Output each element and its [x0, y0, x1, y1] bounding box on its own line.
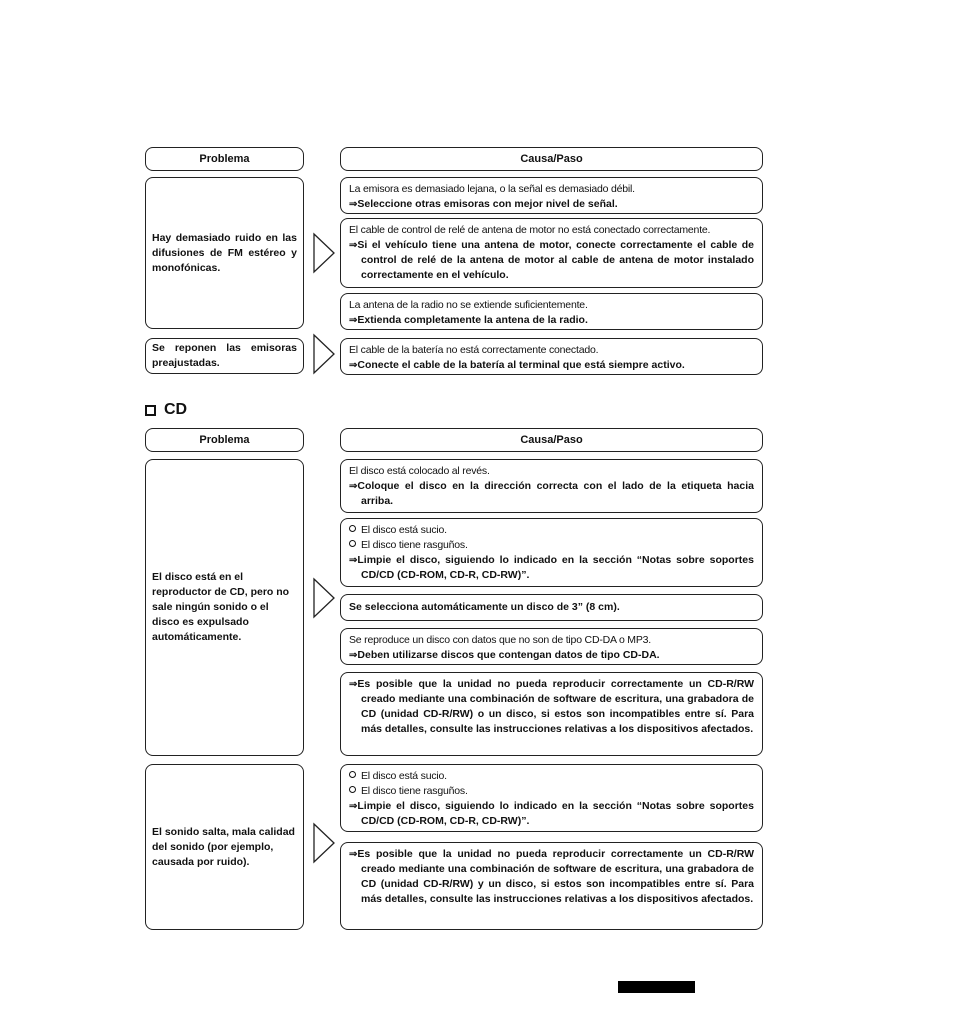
arrow-icon: ⇒ — [349, 481, 358, 492]
cause-text: El cable de control de relé de antena de motor no está conectado correctamente. — [349, 224, 711, 236]
problem-sound-skips — [145, 764, 304, 930]
cause-text: El disco está colocado al revés. — [349, 465, 490, 477]
problem-header-label: Problema — [199, 153, 250, 165]
cause-text: El disco tiene rasguños. — [361, 785, 468, 797]
step-text: Deben utilizarse discos que contengan datos de tipo CD-DA. — [357, 649, 660, 661]
arrow-icon: ⇒ — [349, 315, 358, 326]
problem-text: El disco está en el reproductor de CD, pero no sale ningún sonido o el disco es expulsado automáticamente. — [152, 571, 290, 643]
step-text: Seleccione otras emisoras con mejor nivel de señal. — [357, 198, 618, 210]
problem-presets-reset — [145, 338, 304, 374]
triangle-right-icon — [312, 577, 336, 619]
cause-text: El disco tiene rasguños. — [361, 539, 468, 551]
problem-header — [145, 147, 304, 171]
cause-box-motor-antenna — [340, 218, 763, 288]
step-text: Se selecciona automáticamente un disco de 3” (8 cm). — [349, 601, 620, 613]
section-title-cd — [145, 398, 187, 422]
cause-box-upside-down — [340, 459, 763, 513]
arrow-icon: ⇒ — [349, 849, 358, 860]
arrow-icon: ⇒ — [349, 679, 358, 690]
problem-text: Se reponen las emisoras preajustadas. — [152, 342, 297, 369]
cause-header — [340, 428, 763, 452]
step-text: Es posible que la unidad no pueda reproducir correctamente un CD-R/RW creado mediante una combinación de software de escritura, una grabadora de CD (unidad CD-R/RW) o un disco, si estos son incompatibles entre sí. Para más detalles, consulte las instrucciones relativas a los dispositivos afectados. — [357, 678, 754, 735]
cause-text: El disco está sucio. — [361, 524, 447, 536]
cause-box-3inch-disc — [340, 594, 763, 621]
arrow-icon: ⇒ — [349, 199, 358, 210]
cause-text: El cable de la batería no está correctamente conectado. — [349, 344, 599, 356]
triangle-right-icon — [312, 232, 336, 274]
arrow-icon: ⇒ — [349, 801, 358, 812]
step-text: Limpie el disco, siguiendo lo indicado en la sección “Notas sobre soportes CD/CD (CD-ROM, CD-R, CD-RW)”. — [357, 554, 754, 581]
arrow-icon: ⇒ — [349, 240, 358, 251]
bullet-icon — [349, 525, 356, 532]
cause-text: El disco está sucio. — [361, 770, 447, 782]
bullet-icon — [349, 540, 356, 547]
section-title-text: CD — [164, 401, 188, 418]
step-text: Extienda completamente la antena de la radio. — [357, 314, 588, 326]
arrow-icon: ⇒ — [349, 555, 358, 566]
cause-box-cdr-incompatible-2 — [340, 842, 763, 930]
cause-text: Se reproduce un disco con datos que no son de tipo CD-DA o MP3. — [349, 634, 652, 646]
cause-box-battery — [340, 338, 763, 375]
arrow-icon: ⇒ — [349, 360, 358, 371]
cause-text: La antena de la radio no se extiende suficientemente. — [349, 299, 588, 311]
cause-header-label: Causa/Paso — [520, 434, 583, 446]
step-text: Si el vehículo tiene una antena de motor, conecte correctamente el cable de control de relé de la antena de motor al cable de antena de motor instalado correctamente en el vehículo. — [357, 239, 754, 281]
bullet-icon — [349, 771, 356, 778]
problem-fm-noise — [145, 177, 304, 329]
step-text: Limpie el disco, siguiendo lo indicado en la sección “Notas sobre soportes CD/CD (CD-ROM, CD-R, CD-RW)”. — [357, 800, 754, 827]
page-marker-bar — [618, 981, 695, 993]
triangle-right-icon — [312, 822, 336, 864]
cause-box-dirty-disc — [340, 518, 763, 587]
problem-header — [145, 428, 304, 452]
step-text: Es posible que la unidad no pueda reproducir correctamente un CD-R/RW creado mediante una combinación de software de escritura, una grabadora de CD (unidad CD-R/RW) y un disco, si estos son incompatibles entre sí. Para más detalles, consulte las instrucciones relativas a los dispositivos afectados. — [357, 848, 754, 905]
arrow-icon: ⇒ — [349, 650, 358, 661]
problem-text: El sonido salta, mala calidad del sonido (por ejemplo, causada por ruido). — [152, 825, 295, 868]
cause-box-non-cdda — [340, 628, 763, 665]
triangle-right-icon — [312, 333, 336, 375]
cause-box-cdr-incompatible — [340, 672, 763, 756]
cause-box-antenna-extend — [340, 293, 763, 330]
step-text: Conecte el cable de la batería al terminal que está siempre activo. — [357, 359, 685, 371]
hollow-square-icon — [145, 405, 156, 416]
step-text: Coloque el disco en la dirección correcta con el lado de la etiqueta hacia arriba. — [357, 480, 754, 507]
cause-header-label: Causa/Paso — [520, 153, 583, 165]
cause-box-weak-signal — [340, 177, 763, 214]
cause-text: La emisora es demasiado lejana, o la señal es demasiado débil. — [349, 183, 635, 195]
bullet-icon — [349, 786, 356, 793]
problem-no-sound — [145, 459, 304, 756]
cause-box-dirty-disc-2 — [340, 764, 763, 832]
problem-header-label: Problema — [199, 434, 250, 446]
problem-text: Hay demasiado ruido en las difusiones de FM estéreo y monofónicas. — [152, 231, 297, 274]
cause-header — [340, 147, 763, 171]
